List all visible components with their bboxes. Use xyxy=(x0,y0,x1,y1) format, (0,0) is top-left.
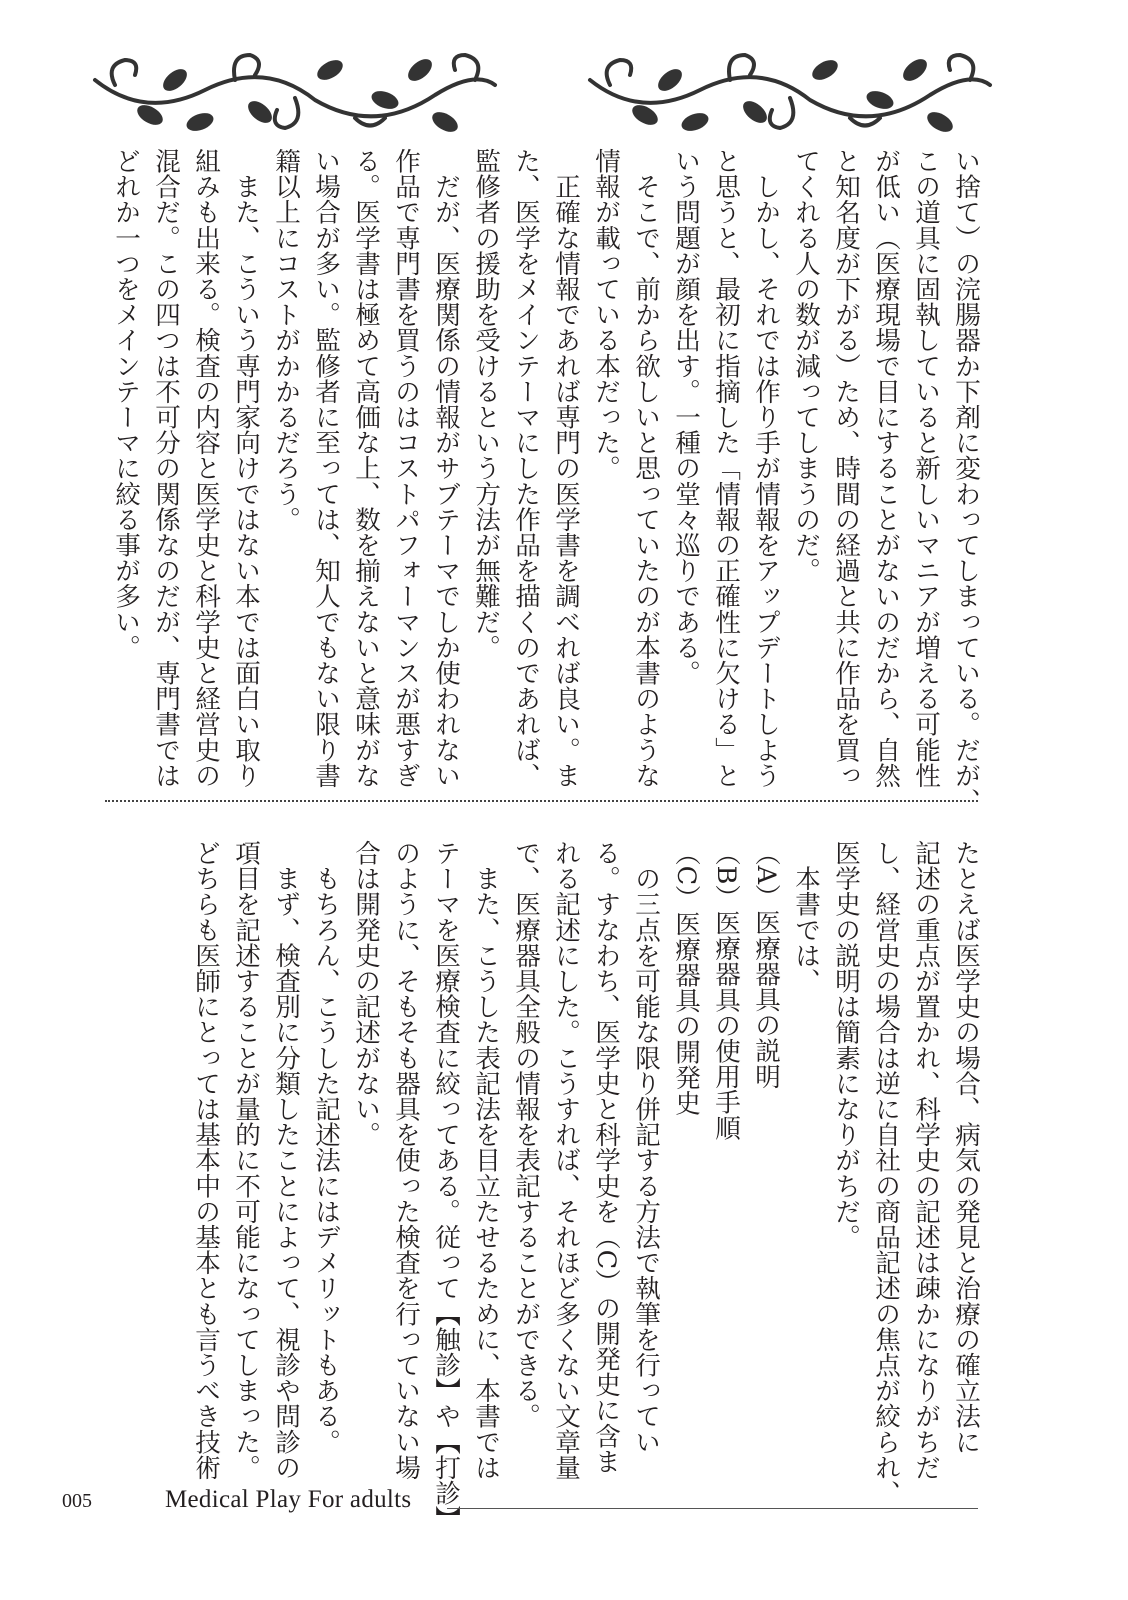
text-column: れる記述にした。こうすれば、それほど多くない文章量 xyxy=(551,840,581,1480)
text-column: で、医療器具全般の情報を表記することができる。 xyxy=(511,840,541,1429)
vine-ornament-right-icon xyxy=(580,40,1000,140)
text-column: しかし、それでは作り手が情報をアップデートしよう xyxy=(751,148,781,788)
text-column: てくれる人の数が減ってしまうのだ。 xyxy=(791,148,821,584)
text-column: もちろん、こうした記述法にはデメリットもある。 xyxy=(311,840,341,1455)
text-column: い場合が多い。監修者に至っては、知人でもない限り書 xyxy=(311,148,341,788)
text-column: のように、そもそも器具を使った検査を行っていない場 xyxy=(391,840,421,1480)
text-column: 組みも出来る。検査の内容と医学史と科学史と経営史の xyxy=(191,148,221,788)
text-column: 作品で専門書を買うのはコストパフォーマンスが悪すぎ xyxy=(391,148,421,788)
text-column: と知名度が下がる）ため、時間の経過と共に作品を買っ xyxy=(831,148,861,788)
text-column: 籍以上にコストがかかるだろう。 xyxy=(271,148,301,532)
text-column: る。医学書は極めて高価な上、数を揃えないと意味がな xyxy=(351,148,381,788)
text-column: 情報が載っている本だった。 xyxy=(591,148,621,481)
text-column: る。すなわち、医学史と科学史を（C）の開発史に含ま xyxy=(591,840,621,1474)
text-column: たとえば医学史の場合、病気の発見と治療の確立法に xyxy=(951,840,981,1455)
footer-rule xyxy=(447,1508,978,1509)
text-column: また、こうした表記法を目立たせるために、本書では xyxy=(471,840,501,1480)
dotted-divider xyxy=(105,800,978,802)
text-column: が低い（医療現場で目にすることがないのだから、自然 xyxy=(871,148,901,788)
text-column: また、こういう専門家向けではない本では面白い取り xyxy=(231,148,261,788)
text-column: （A）医療器具の説明 xyxy=(751,840,781,1089)
text-column: 監修者の援助を受けるという方法が無難だ。 xyxy=(471,148,501,660)
text-column: どれか一つをメインテーマに絞る事が多い。 xyxy=(111,148,141,660)
running-title: Medical Play For adults xyxy=(165,1486,412,1513)
text-column: どちらも医師にとっては基本中の基本とも言うべき技術 xyxy=(191,840,221,1480)
text-column: 混合だ。この四つは不可分の関係なのだが、専門書では xyxy=(151,148,181,788)
top-text-block xyxy=(106,148,986,814)
vine-ornament-left-icon xyxy=(85,40,505,140)
text-column: だが、医療関係の情報がサブテーマでしか使われない xyxy=(431,148,461,788)
text-column: 記述の重点が置かれ、科学史の記述は疎かになりがちだ xyxy=(911,840,941,1480)
text-column: まず、検査別に分類したことによって、視診や問診の xyxy=(271,840,301,1480)
text-column: 医学史の説明は簡素になりがちだ。 xyxy=(831,840,861,1250)
text-column: 合は開発史の記述がない。 xyxy=(351,840,381,1148)
text-column: の三点を可能な限り併記する方法で執筆を行ってい xyxy=(631,840,661,1455)
text-column: テーマを医療検査に絞ってある。従って【触診】や【打診】 xyxy=(431,840,461,1532)
text-column: た、医学をメインテーマにした作品を描くのであれば、 xyxy=(511,148,541,788)
text-column: （C）医療器具の開発史 xyxy=(671,840,701,1116)
text-column: この道具に固執していると新しいマニアが増える可能性 xyxy=(911,148,941,788)
text-column: 本書では、 xyxy=(791,840,821,994)
text-column: し、経営史の場合は逆に自社の商品記述の焦点が絞られ、 xyxy=(871,840,901,1506)
text-column: （B）医療器具の使用手順 xyxy=(711,840,741,1141)
text-column: と思うと、最初に指摘した「情報の正確性に欠ける」と xyxy=(711,148,741,788)
text-column: い捨て）の浣腸器か下剤に変わってしまっている。だが、 xyxy=(951,148,981,814)
text-column: 正確な情報であれば専門の医学書を調べれば良い。ま xyxy=(551,148,581,788)
page-number: 005 xyxy=(62,1490,92,1512)
text-column: そこで、前から欲しいと思っていたのが本書のような xyxy=(631,148,661,788)
text-column: いう問題が顔を出す。一種の堂々巡りである。 xyxy=(671,148,701,686)
text-column: 項目を記述することが量的に不可能になってしまった。 xyxy=(231,840,261,1480)
